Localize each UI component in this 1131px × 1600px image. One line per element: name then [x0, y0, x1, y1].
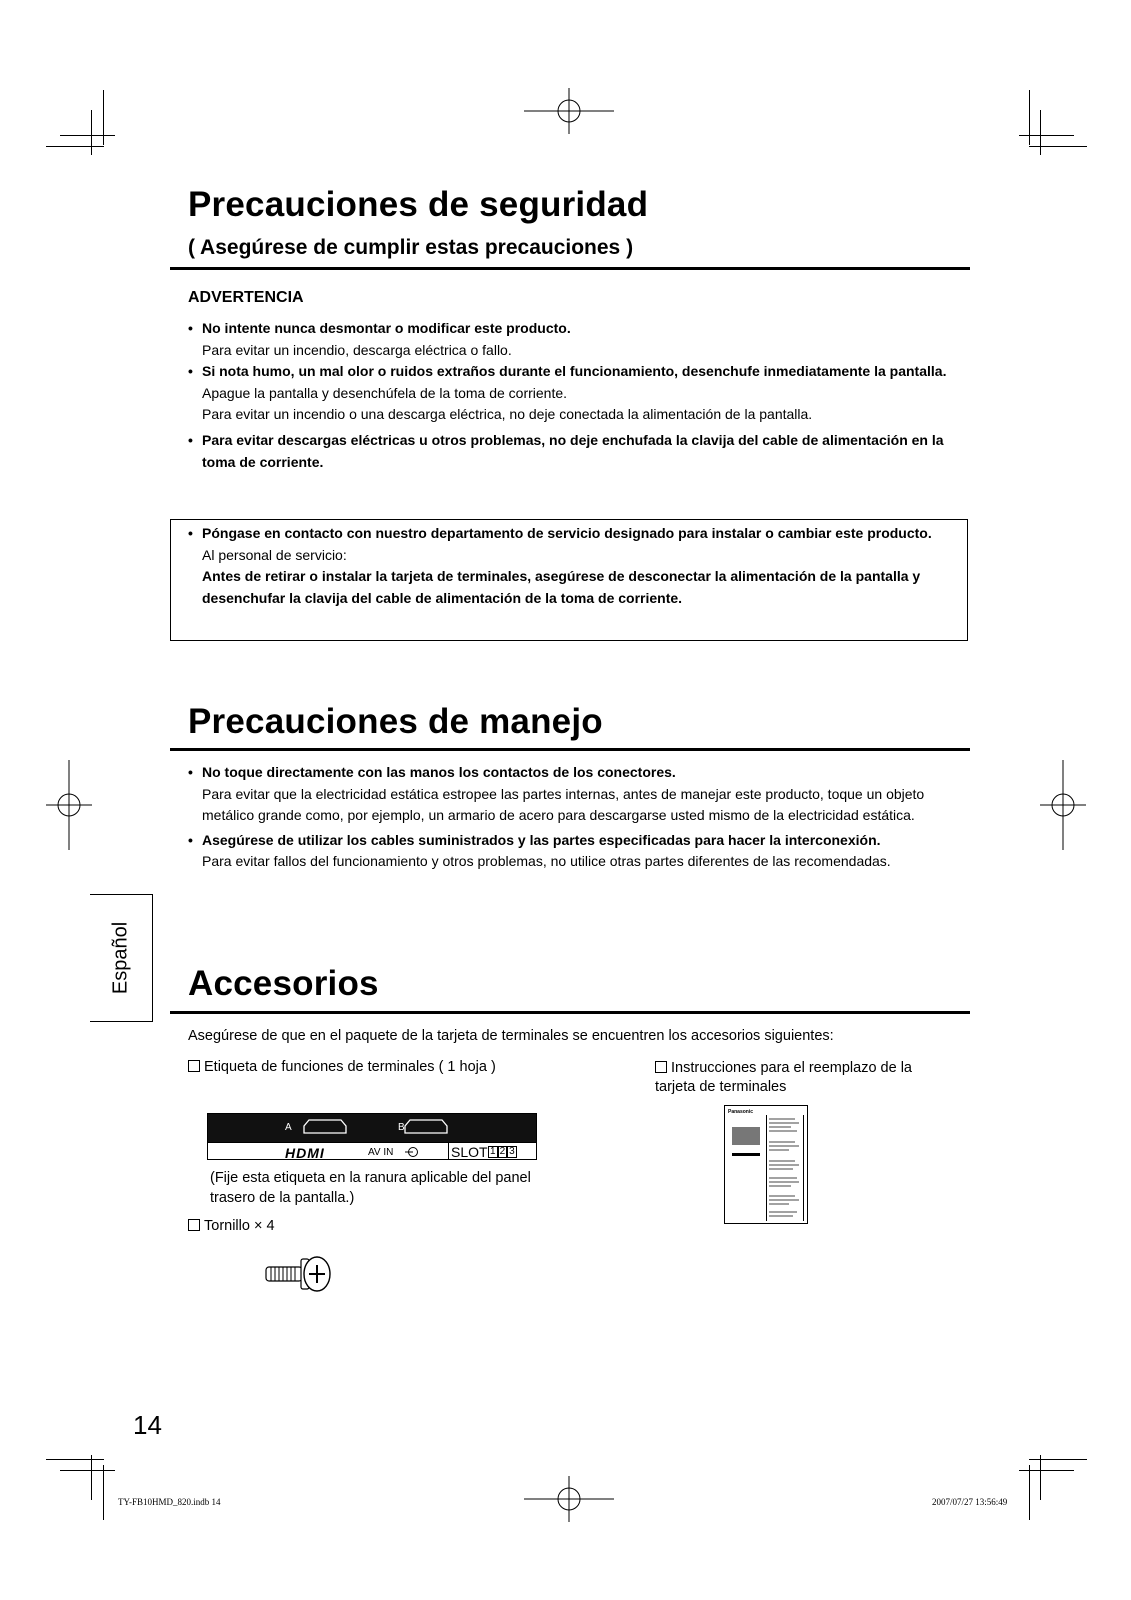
- checkbox-icon: [655, 1061, 667, 1073]
- warning-heading: ADVERTENCIA: [188, 289, 304, 306]
- list-item: [188, 830, 973, 873]
- checkbox-icon: [188, 1060, 200, 1072]
- slot-number: 2: [499, 1146, 506, 1157]
- list-item: [188, 430, 973, 473]
- handling-title: Precauciones de manejo: [188, 702, 603, 741]
- list-item-text: Apague la pantalla y desenchúfela de la toma de corriente.: [202, 384, 568, 401]
- av-in-label: AV IN: [368, 1147, 394, 1158]
- slot-numbers: [488, 1146, 517, 1158]
- label-a: A: [285, 1122, 292, 1133]
- section-rule: [170, 748, 970, 751]
- notice-bold: • Póngase en contacto con nuestro departamento de servicio designado para instalar o cambiar este producto.: [202, 525, 932, 541]
- section-rule: [170, 1011, 970, 1014]
- label-note: (Fije esta etiqueta en la ranura aplicable del panel trasero de la pantalla.): [210, 1170, 531, 1206]
- list-item-bold: • Asegúrese de utilizar los cables suministrados y las partes especificadas para hacer la interconexión.: [202, 831, 881, 848]
- label-b: B: [398, 1122, 405, 1133]
- slot-number: 1: [490, 1146, 496, 1157]
- list-item-text: Para evitar que la electricidad estática estropee las partes internas, antes de manejar este producto, toque un objeto metálico grande como, por ejemplo, un armario de acero para descargarse usted mismo de la electricidad estática.: [202, 785, 925, 824]
- list-item-text: Para evitar un incendio o una descarga eléctrica, no deje conectada la alimentación de la pantalla.: [202, 406, 813, 423]
- accessory-item-text: Tornillo × 4: [204, 1218, 275, 1234]
- accessory-item-text: Etiqueta de funciones de terminales ( 1 hoja ): [204, 1059, 496, 1075]
- booklet-illustration: [724, 1105, 808, 1224]
- accessories-intro: Asegúrese de que en el paquete de la tarjeta de terminales se encuentren los accesorios siguientes:: [188, 1028, 834, 1044]
- list-item-bold: • No toque directamente con las manos los contactos de los conectores.: [202, 764, 676, 780]
- slot-number: 3: [509, 1146, 515, 1157]
- registration-mark-bottom: [524, 1476, 614, 1522]
- list-item-text: Para evitar un incendio, descarga eléctrica o fallo.: [202, 341, 512, 358]
- list-item: [188, 762, 973, 827]
- hdmi-logo: HDMI: [285, 1145, 325, 1161]
- list-item-bold: • Si nota humo, un mal olor o ruidos extraños durante el funcionamiento, desenchufe inmediatamente la pantalla.: [202, 363, 947, 380]
- booklet-brand: Panasonic: [728, 1109, 754, 1115]
- list-item: [188, 523, 948, 609]
- accessories-title: Accesorios: [188, 964, 379, 1003]
- screw-icon: [264, 1253, 336, 1295]
- accessory-item-instructions: [655, 1059, 955, 1097]
- notice-text: Al personal de servicio:: [202, 546, 347, 563]
- slot-label: SLOT: [451, 1144, 488, 1160]
- checkbox-icon: [188, 1219, 200, 1231]
- accessory-item-text: Instrucciones para el reemplazo de la tarjeta de terminales: [655, 1060, 912, 1095]
- list-item: [188, 361, 973, 426]
- footer-file: TY-FB10HMD_820.indb 14: [118, 1497, 221, 1507]
- list-item-bold: • Para evitar descargas eléctricas u otros problemas, no deje enchufada la clavija del cable de alimentación en la toma de corriente.: [202, 431, 944, 470]
- hdmi-port-icon: [303, 1118, 347, 1136]
- input-icon: [405, 1146, 419, 1158]
- notice-bold-2: Antes de retirar o instalar la tarjeta de terminales, asegúrese de desconectar la alimentación de la pantalla y desenchufar la clavija del cable de alimentación de la toma de corriente.: [202, 568, 921, 606]
- footer-timestamp: 2007/07/27 13:56:49: [932, 1497, 1008, 1507]
- booklet-text-lines: [769, 1116, 801, 1220]
- list-item: [188, 318, 973, 361]
- handling-list: [188, 762, 973, 873]
- safety-list: [188, 318, 973, 473]
- registration-mark-right: [1040, 760, 1086, 850]
- section-rule: [170, 267, 970, 270]
- list-item-bold: • No intente nunca desmontar o modificar este producto.: [202, 320, 571, 336]
- service-notice: [188, 523, 948, 609]
- accessory-item-screws: [188, 1218, 275, 1234]
- registration-mark-left: [46, 760, 92, 850]
- language-tab-label: Español: [109, 921, 132, 995]
- page-number: 14: [133, 1410, 162, 1440]
- terminal-label-illustration: [207, 1113, 537, 1160]
- safety-subtitle: ( Asegúrese de cumplir estas precauciones ): [188, 236, 634, 259]
- accessory-item-label-sheet: [188, 1059, 496, 1075]
- registration-mark-top: [524, 88, 614, 134]
- list-item-text: Para evitar fallos del funcionamiento y otros problemas, no utilice otras partes diferentes de las recomendadas.: [202, 853, 891, 870]
- hdmi-port-icon: [404, 1118, 448, 1136]
- safety-title: Precauciones de seguridad: [188, 185, 649, 224]
